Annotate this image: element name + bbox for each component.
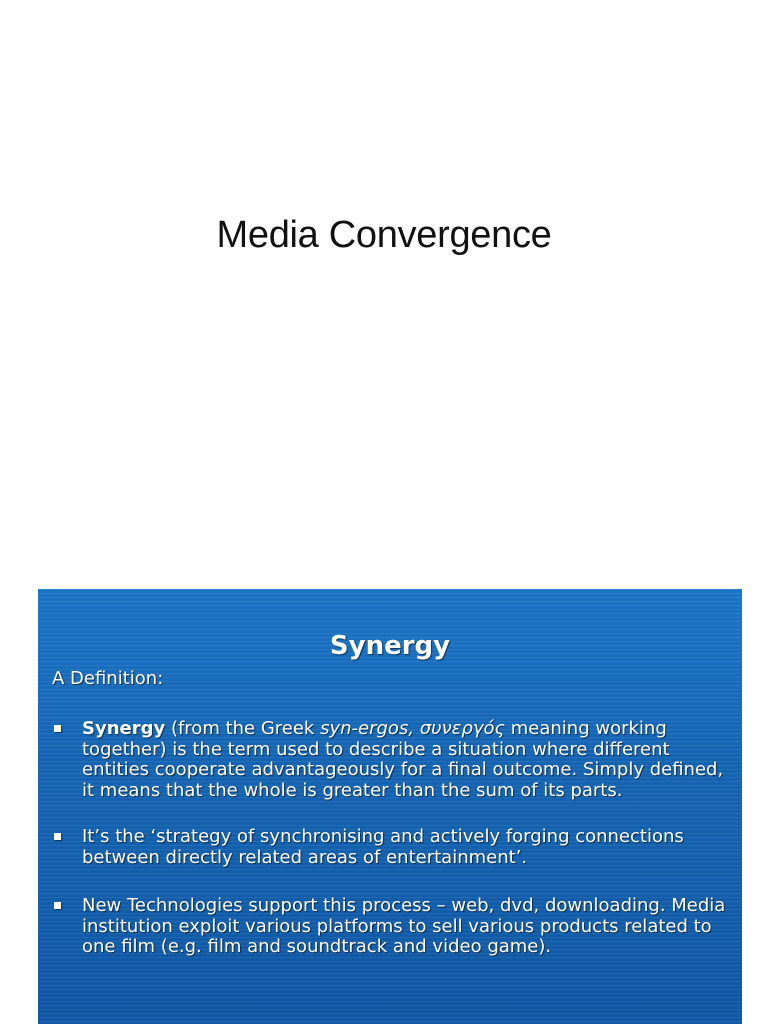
bullet-list (52, 719, 736, 982)
bullet-text: meaning working together) is the term used to describe a situation where different entities cooperate advantageously for a final outcome. Simply defined, it means that the whole is greater than the sum of its parts. (82, 718, 724, 801)
square-bullet-icon (54, 902, 61, 909)
slide-subtitle: A Definition: (52, 668, 164, 689)
bullet-item (52, 896, 736, 958)
bullet-text: It’s the ‘strategy of synchronising and actively forging connections between directly related areas of entertainment’. (82, 826, 684, 868)
synergy-slide-image (38, 589, 742, 1024)
greek-term: syn-ergos, συνεργός (320, 718, 506, 739)
bullet-term: Synergy (82, 718, 166, 739)
bullet-text: (from the Greek (165, 718, 321, 739)
slide-heading: Synergy (329, 631, 451, 661)
bullet-item (52, 719, 736, 801)
bullet-text: New Technologies support this process – web, dvd, downloading. Media institution exploit various platforms to sell various products related to one film (e.g. film and soundtrack and video game). (82, 895, 726, 957)
bullet-item (52, 827, 736, 868)
page-title: Media Convergence (216, 214, 552, 256)
square-bullet-icon (54, 833, 61, 840)
square-bullet-icon (54, 725, 61, 732)
